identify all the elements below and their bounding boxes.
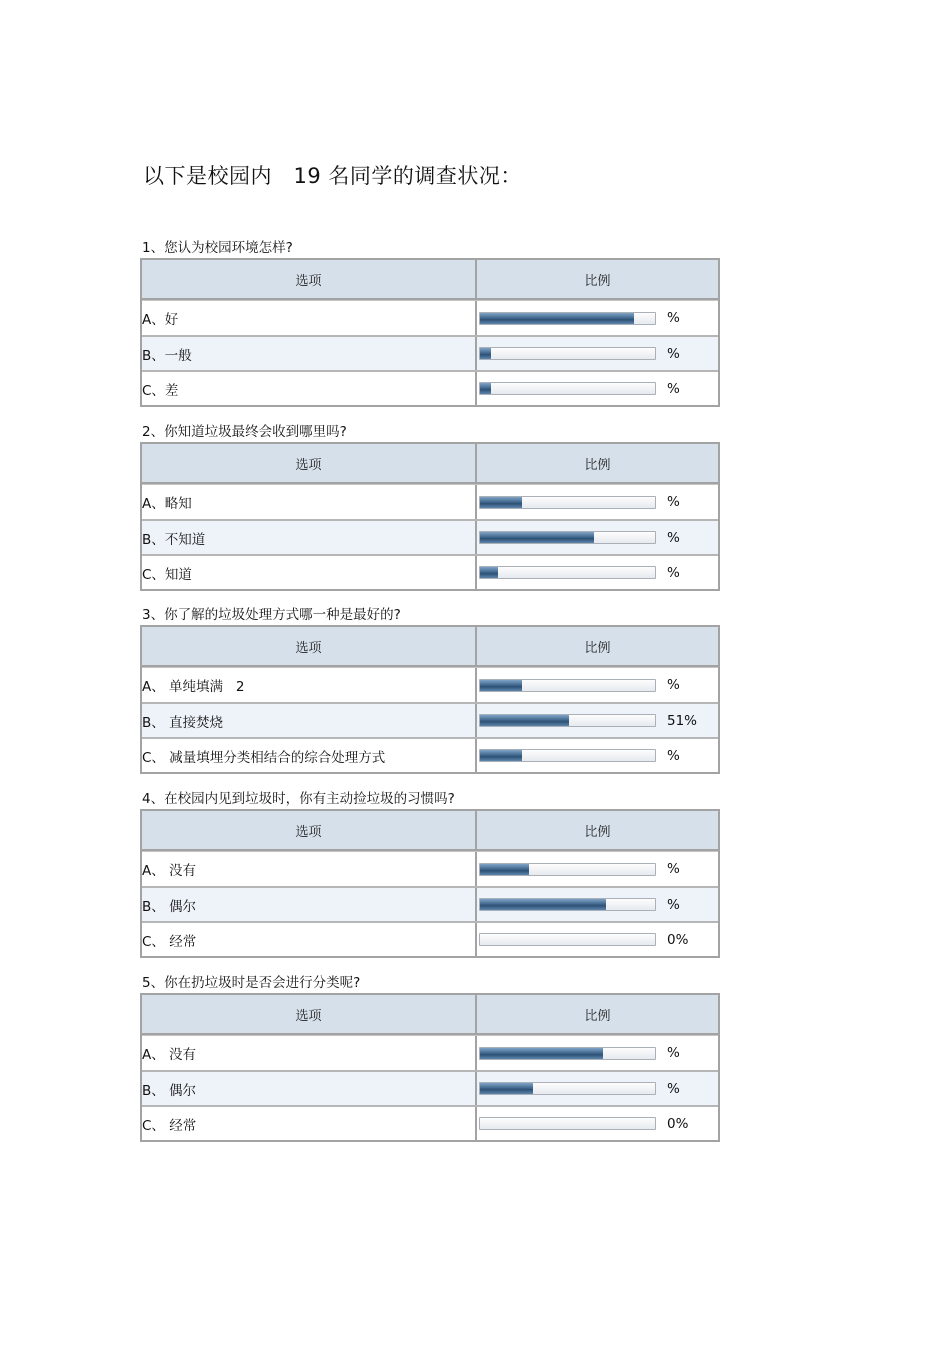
progress-bar [479,714,656,727]
table-row [142,737,718,772]
ratio-cell [477,485,718,519]
table-row [142,1070,718,1105]
column-header-ratio: 比例 [584,824,611,840]
percent-value: % [667,747,680,764]
percent-value: % [667,345,680,362]
progress-bar-fill [480,715,569,726]
percent-value: % [667,861,680,877]
table-row [142,300,718,335]
table-header [142,811,718,851]
ratio-cell [477,923,718,956]
option-label: C、 经常 [142,923,477,956]
progress-bar-fill [480,567,498,578]
progress-bar-fill [480,497,522,508]
results-table [140,258,720,407]
question-block [140,973,720,1142]
table-row [142,335,718,370]
percent-value: 0% [667,1115,689,1132]
progress-bar-fill [480,383,491,394]
progress-bar [479,531,656,544]
ratio-cell [477,521,718,554]
question-title: 5、你在扔垃圾时是否会进行分类呢? [142,975,361,991]
percent-value: % [667,1045,680,1061]
progress-bar [479,933,656,946]
table-header [142,627,718,667]
column-header-ratio: 比例 [584,457,611,473]
progress-bar-fill [480,680,522,691]
column-header-option: 选项 [142,627,477,665]
option-label: B、不知道 [142,521,477,554]
percent-value: % [667,380,680,397]
percent-value: % [667,529,680,546]
percent-value: % [667,896,680,913]
percent-value: % [667,310,680,326]
column-header-option: 选项 [142,995,477,1033]
ratio-cell [477,1107,718,1140]
table-header [142,260,718,300]
percent-value: % [667,1080,680,1097]
percent-value: 0% [667,931,689,948]
question-title: 4、在校园内见到垃圾时，你有主动捡垃圾的习惯吗? [142,791,455,807]
table-row [142,519,718,554]
progress-bar [479,382,656,395]
ratio-cell [477,1072,718,1105]
option-label: A、 单纯填满 2 [142,668,477,702]
ratio-cell [477,852,718,886]
progress-bar-fill [480,313,634,324]
option-label: B、 直接焚烧 [142,704,477,737]
ratio-cell [477,888,718,921]
ratio-cell [477,301,718,335]
option-label: A、好 [142,301,477,335]
question-block [140,422,720,591]
percent-value: % [667,564,680,581]
ratio-cell [477,668,718,702]
table-header [142,995,718,1035]
option-label: B、一般 [142,337,477,370]
progress-bar-fill [480,532,594,543]
ratio-cell [477,1036,718,1070]
progress-bar-fill [480,1083,533,1094]
progress-bar [479,863,656,876]
option-label: C、 减量填埋分类相结合的综合处理方式 [142,739,477,772]
progress-bar-fill [480,750,522,761]
option-label: C、差 [142,372,477,405]
column-header-ratio: 比例 [584,1008,611,1024]
progress-bar-fill [480,864,529,875]
ratio-cell [477,556,718,589]
results-table [140,442,720,591]
progress-bar [479,898,656,911]
table-row [142,667,718,702]
ratio-cell [477,372,718,405]
table-row [142,702,718,737]
progress-bar [479,1047,656,1060]
progress-bar-fill [480,899,606,910]
percent-value: 51% [667,712,698,729]
option-label: B、 偶尔 [142,1072,477,1105]
question-title: 2、你知道垃圾最终会收到哪里吗? [142,424,347,440]
table-row [142,1035,718,1070]
table-row [142,484,718,519]
option-label: A、 没有 [142,852,477,886]
column-header-option: 选项 [142,811,477,849]
table-row [142,886,718,921]
progress-bar [479,496,656,509]
question-block [140,605,720,774]
ratio-cell [477,704,718,737]
option-label: C、知道 [142,556,477,589]
ratio-cell [477,337,718,370]
progress-bar [479,749,656,762]
progress-bar [479,679,656,692]
option-label: B、 偶尔 [142,888,477,921]
question-block [140,789,720,958]
progress-bar [479,566,656,579]
table-row [142,1105,718,1140]
option-label: A、 没有 [142,1036,477,1070]
table-row [142,921,718,956]
column-header-ratio: 比例 [584,273,611,289]
progress-bar [479,347,656,360]
option-label: A、略知 [142,485,477,519]
column-header-option: 选项 [142,260,477,298]
table-header [142,444,718,484]
results-table [140,625,720,774]
results-table [140,809,720,958]
column-header-option: 选项 [142,444,477,482]
progress-bar-fill [480,348,491,359]
table-row [142,851,718,886]
percent-value: % [667,677,680,693]
question-block [140,238,720,407]
question-title: 3、你了解的垃圾处理方式哪一种是最好的? [142,607,401,623]
results-table [140,993,720,1142]
progress-bar [479,312,656,325]
option-label: C、 经常 [142,1107,477,1140]
column-header-ratio: 比例 [584,640,611,656]
question-title: 1、您认为校园环境怎样? [142,240,293,256]
percent-value: % [667,494,680,510]
table-row [142,370,718,405]
progress-bar [479,1082,656,1095]
page-title: 以下是校园内 19 名同学的调查状况： [143,164,522,188]
progress-bar [479,1117,656,1130]
progress-bar-fill [480,1048,603,1059]
table-row [142,554,718,589]
ratio-cell [477,739,718,772]
